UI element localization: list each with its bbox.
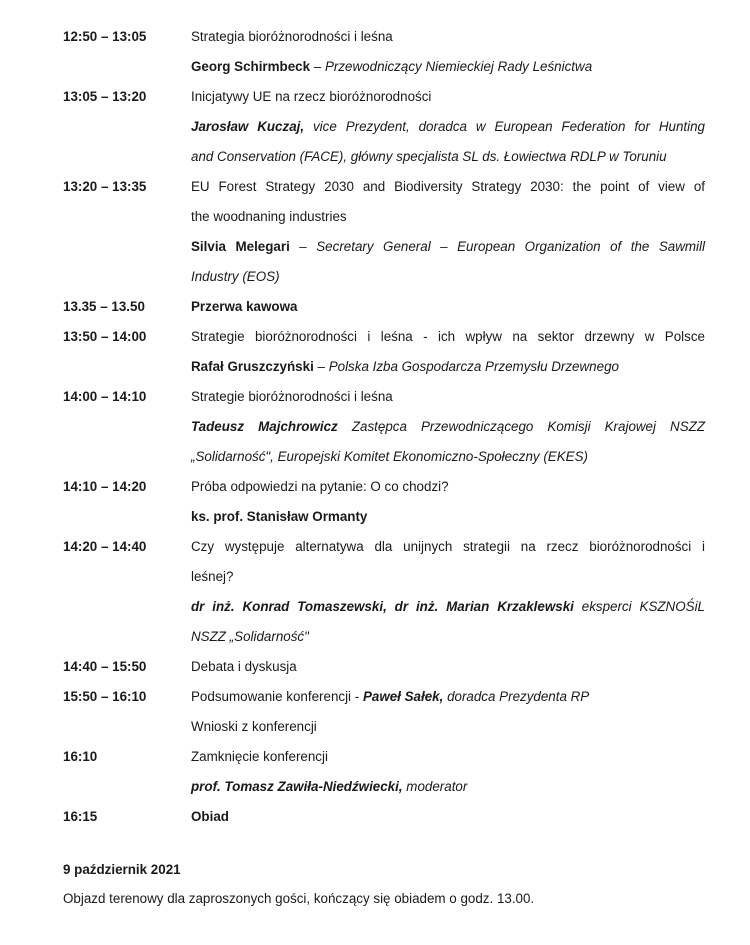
agenda-title xyxy=(191,682,705,712)
agenda-time: 14:00 – 14:10 xyxy=(63,389,147,404)
speaker-role: eksperci KSZNOŚiL xyxy=(573,599,705,614)
agenda-row xyxy=(63,652,713,682)
agenda-title: Przerwa kawowa xyxy=(191,299,298,314)
speaker-name: Jarosław Kuczaj, xyxy=(191,119,305,134)
agenda-title: Debata i dyskusja xyxy=(191,659,297,674)
agenda-time: 15:50 – 16:10 xyxy=(63,689,147,704)
agenda-time: 14:40 – 15:50 xyxy=(63,659,147,674)
agenda-table xyxy=(63,22,713,832)
agenda-row xyxy=(63,22,713,82)
speaker-role: vice Prezydent, doradca w European Federation for Hunting xyxy=(304,119,705,134)
agenda-time: 13:20 – 13:35 xyxy=(63,179,147,194)
speaker-role-continued: Industry (EOS) xyxy=(191,269,280,284)
agenda-row xyxy=(63,322,713,382)
agenda-title-continued: leśnej? xyxy=(191,569,234,584)
agenda-speaker xyxy=(191,112,705,142)
speaker-role-continued: NSZZ „Solidarność" xyxy=(191,629,309,644)
speaker-name: prof. Tomasz Zawiła-Niedźwiecki, xyxy=(191,779,403,794)
agenda-speaker xyxy=(191,232,705,262)
agenda-content xyxy=(191,82,705,172)
agenda-title: Obiad xyxy=(191,809,229,824)
speaker-separator: – xyxy=(310,59,325,74)
agenda-row xyxy=(63,292,713,322)
agenda-title: EU Forest Strategy 2030 and Biodiversity Strategy 2030: the point of view of xyxy=(191,179,705,194)
agenda-content xyxy=(191,292,705,322)
speaker-name: Silvia Melegari xyxy=(191,239,290,254)
agenda-row xyxy=(63,532,713,652)
agenda-speaker xyxy=(191,412,705,442)
speaker-role-continued: „Solidarność", Europejski Komitet Ekonomiczno-Społeczny (EKES) xyxy=(191,449,588,464)
agenda-time: 16:15 xyxy=(63,809,98,824)
agenda-extra: Wnioski z konferencji xyxy=(191,719,317,734)
agenda-time: 12:50 – 13:05 xyxy=(63,29,147,44)
agenda-time: 13.35 – 13.50 xyxy=(63,299,145,314)
agenda-content xyxy=(191,22,705,82)
agenda-title: Strategie bioróżnorodności i leśna xyxy=(191,389,393,404)
day2-note: Objazd terenowy dla zaproszonych gości, kończący się obiadem o godz. 13.00. xyxy=(63,891,535,906)
agenda-title: Strategie bioróżnorodności i leśna - ich wpływ na sektor drzewny w Polsce xyxy=(191,329,705,344)
agenda-title: Strategia bioróżnorodności i leśna xyxy=(191,29,393,44)
agenda-content xyxy=(191,532,705,652)
day2-date: 9 październik 2021 xyxy=(63,862,181,877)
agenda-content xyxy=(191,802,705,832)
agenda-title: Inicjatywy UE na rzecz bioróżnorodności xyxy=(191,89,432,104)
agenda-time: 13:05 – 13:20 xyxy=(63,89,147,104)
agenda-row xyxy=(63,742,713,802)
speaker-role: doradca Prezydenta RP xyxy=(443,689,590,704)
agenda-title-continued: the woodnaning industries xyxy=(191,209,347,224)
agenda-speaker xyxy=(191,592,705,622)
agenda-speaker xyxy=(191,52,705,82)
agenda-row xyxy=(63,682,713,742)
speaker-role: Przewodniczący Niemieckiej Rady Leśnictwa xyxy=(324,59,593,74)
agenda-content xyxy=(191,172,705,292)
speaker-name: dr inż. Konrad Tomaszewski, dr inż. Marian Krzaklewski xyxy=(191,599,574,614)
agenda-title-prefix: Podsumowanie konferencji - xyxy=(191,689,363,704)
agenda-row xyxy=(63,172,713,292)
speaker-name: Rafał Gruszczyński xyxy=(191,359,314,374)
speaker-role: – Secretary General – European Organization of the Sawmill xyxy=(289,239,705,254)
agenda-title: Czy występuje alternatywa dla unijnych strategii na rzecz bioróżnorodności i xyxy=(191,539,705,554)
agenda-title: Zamknięcie konferencji xyxy=(191,749,328,764)
agenda-time: 13:50 – 14:00 xyxy=(63,329,147,344)
agenda-content xyxy=(191,322,705,382)
speaker-role: Zastępca Przewodniczącego Komisji Krajowej NSZZ xyxy=(337,419,706,434)
speaker-name: Tadeusz Majchrowicz xyxy=(191,419,338,434)
agenda-content xyxy=(191,652,705,682)
agenda-content xyxy=(191,682,705,742)
agenda-row xyxy=(63,802,713,832)
agenda-time: 14:20 – 14:40 xyxy=(63,539,147,554)
speaker-role: moderator xyxy=(402,779,468,794)
agenda-time: 16:10 xyxy=(63,749,98,764)
speaker-separator: – xyxy=(313,359,329,374)
agenda-speaker xyxy=(191,772,705,802)
agenda-row xyxy=(63,82,713,172)
agenda-row xyxy=(63,472,713,532)
agenda-content xyxy=(191,472,705,532)
speaker-name: Paweł Sałek, xyxy=(362,689,444,704)
speaker-role: Polska Izba Gospodarcza Przemysłu Drzewnego xyxy=(328,359,619,374)
agenda-content xyxy=(191,742,705,802)
speaker-name: ks. prof. Stanisław Ormanty xyxy=(191,509,368,524)
speaker-name: Georg Schirmbeck xyxy=(191,59,311,74)
agenda-content xyxy=(191,382,705,472)
speaker-role-continued: and Conservation (FACE), główny specjalista SL ds. Łowiectwa RDLP w Toruniu xyxy=(191,149,667,164)
agenda-title: Próba odpowiedzi na pytanie: O co chodzi? xyxy=(191,479,449,494)
agenda-speaker xyxy=(191,352,705,382)
agenda-row xyxy=(63,382,713,472)
agenda-time: 14:10 – 14:20 xyxy=(63,479,147,494)
